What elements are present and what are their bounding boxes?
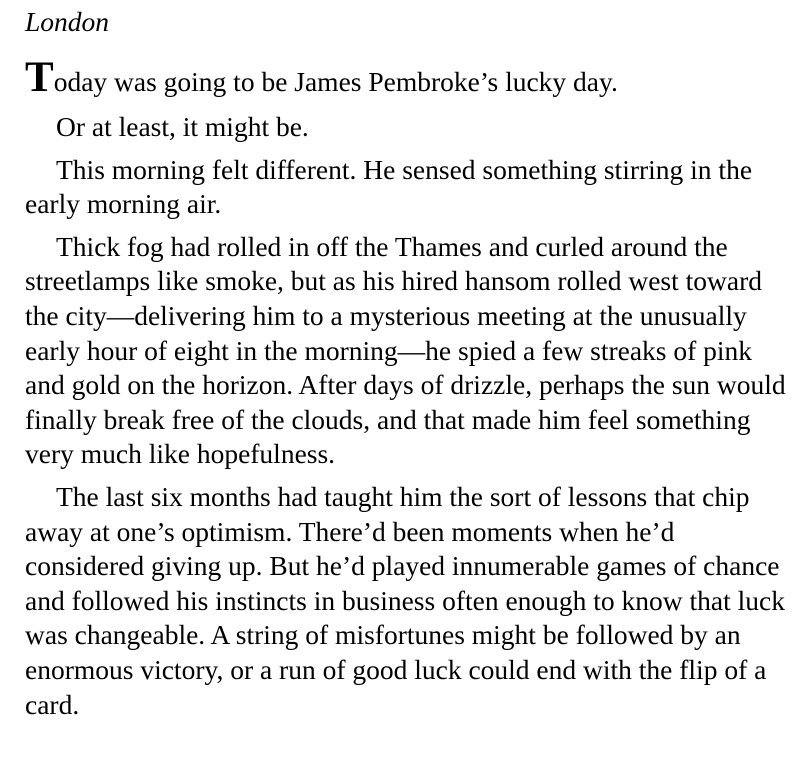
paragraph-3: Thick fog had rolled in off the Thames and curled around the streetlamps like smoke, but as his hired hansom rolled west toward the city—delivering him to a mysterious meeting at the unusually early hour of eight in the morning—he spied a few streaks of pink and gold on the horizon. After days of drizzle, perhaps the sun would finally break free of the clouds, and that made him feel something very much like hopefulness. xyxy=(25,230,786,470)
paragraph-2: This morning felt different. He sensed something stirring in the early morning air. xyxy=(25,153,753,220)
drop-cap-initial: T xyxy=(25,54,54,101)
paragraph-4: The last six months had taught him the sort of lessons that chip away at one’s optimism. There’d been moments when he’d considered giving up. But he’d played innumerable games of chance and followed his instincts in business often enough to know that luck was changeable. A string of misfortunes might be followed by an enormous victory, or a run of good luck could end with the flip of a card. xyxy=(25,480,785,720)
book-page xyxy=(25,0,790,722)
opening-text: oday was going to be James Pembroke’s lucky day. xyxy=(53,66,618,97)
paragraph-1: Or at least, it might be. xyxy=(56,111,309,142)
opening-paragraph xyxy=(25,54,790,102)
location-heading: London xyxy=(25,6,110,37)
